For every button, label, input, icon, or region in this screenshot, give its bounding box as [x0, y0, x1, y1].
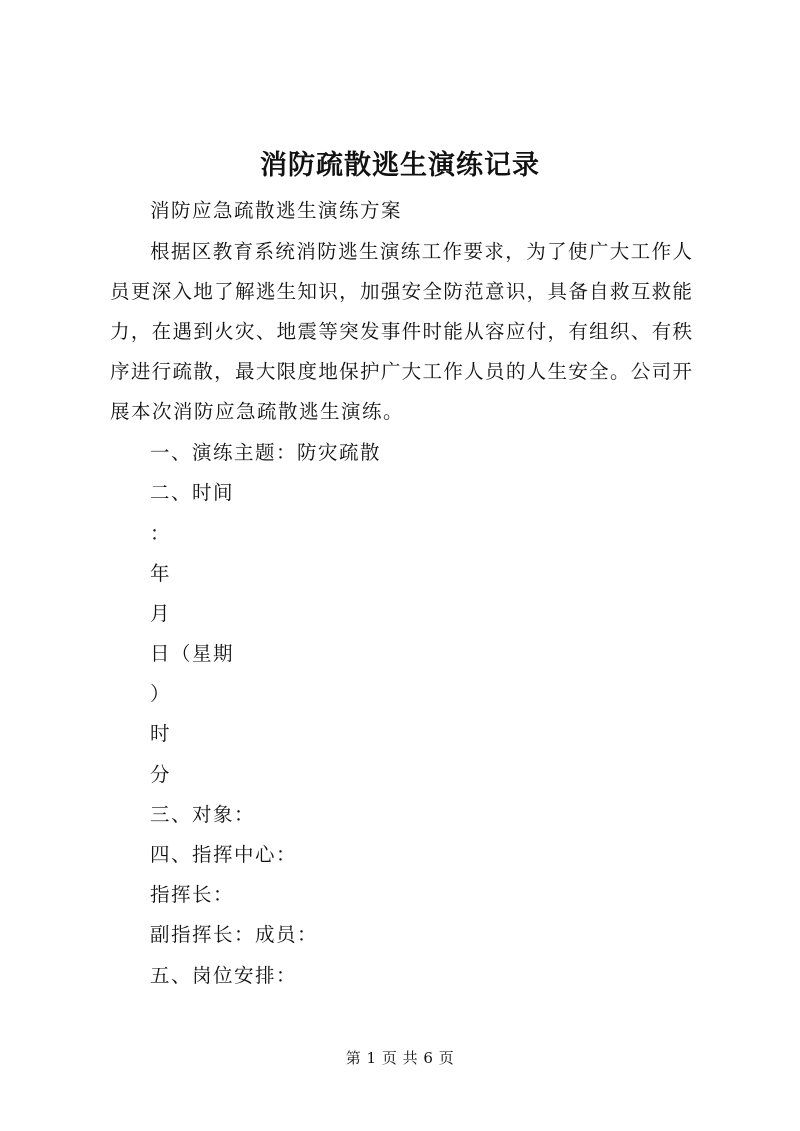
page-number-footer: 第 1 页 共 6 页 [345, 1049, 455, 1067]
time-day-weekday: 日（星期 [150, 642, 235, 665]
time-minute: 分 [150, 763, 172, 786]
section-heading-theme: 一、演练主题：防灾疏散 [150, 441, 382, 464]
intro-line: 展本次消防应急疏散逃生演练。 [110, 400, 405, 423]
commander-label: 指挥长： [150, 883, 235, 906]
document-title: 消防疏散逃生演练记录 [260, 150, 540, 181]
time-year: 年 [150, 562, 172, 585]
intro-line: 力，在遇到火灾、地震等突发事件时能从容应付，有组织、有秩 [110, 320, 692, 343]
document-subtitle: 消防应急疏散逃生演练方案 [150, 199, 403, 222]
intro-line: 序进行疏散，最大限度地保护广大工作人员的人生安全。公司开 [110, 360, 692, 383]
section-heading-time: 二、时间 [150, 481, 235, 504]
deputy-commander-label: 副指挥长：成员： [150, 923, 319, 946]
section-heading-positions: 五、岗位安排： [150, 964, 298, 987]
time-month: 月 [150, 602, 172, 625]
intro-line: 员更深入地了解逃生知识，加强安全防范意识，具备自救互救能 [110, 280, 692, 303]
time-colon: ： [150, 522, 172, 545]
intro-line: 根据区教育系统消防逃生演练工作要求，为了使广大工作人 [150, 240, 692, 263]
time-close-paren: ） [150, 682, 172, 705]
time-hour: 时 [150, 722, 172, 745]
section-heading-target: 三、对象： [150, 803, 256, 826]
section-heading-command-center: 四、指挥中心： [150, 843, 298, 866]
